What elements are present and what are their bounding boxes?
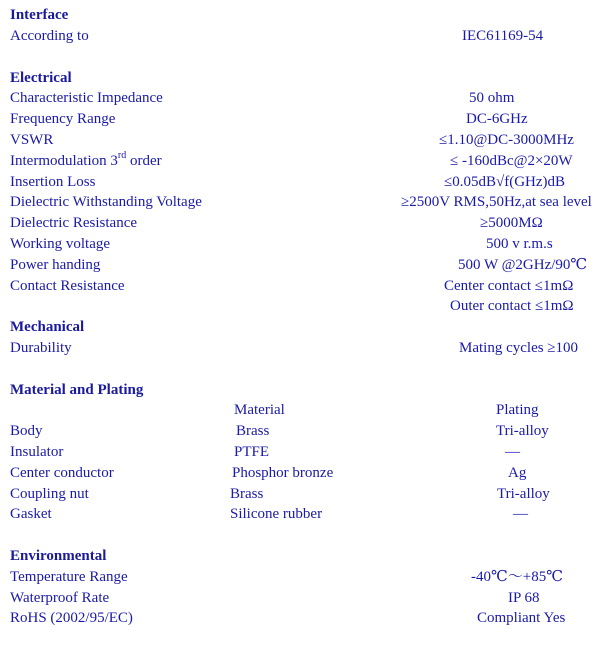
plating-value: Tri-alloy [497, 486, 550, 502]
material-column-header: Material [234, 402, 285, 418]
center-contact-value: Center contact ≤1mΩ [444, 278, 574, 294]
rohs-label: RoHS (2002/95/EC) [10, 610, 133, 626]
material-value: PTFE [234, 444, 270, 460]
frequency-label: Frequency Range [10, 111, 116, 127]
rohs-value: Compliant Yes [477, 610, 566, 626]
vswr-label: VSWR [10, 132, 54, 148]
material-value: Phosphor bronze [232, 465, 334, 481]
part-label: Center conductor [10, 465, 114, 481]
material-value: Brass [236, 423, 270, 439]
durability-value: Mating cycles ≥100 [459, 340, 579, 356]
insertion-loss-label: Insertion Loss [10, 174, 96, 190]
according-label: According to [10, 28, 89, 44]
plating-column-header: Plating [496, 402, 539, 418]
temperature-range-label: Temperature Range [10, 569, 128, 585]
outer-contact-value: Outer contact ≤1mΩ [450, 298, 574, 314]
frequency-value: DC-6GHz [466, 111, 528, 127]
plating-value: Tri-alloy [496, 423, 549, 439]
section-heading-mechanical: Mechanical [10, 319, 85, 335]
plating-value: Ag [508, 465, 527, 481]
waterproof-rate-value: IP 68 [508, 590, 540, 606]
part-label: Body [10, 423, 43, 439]
dielectric-resistance-label: Dielectric Resistance [10, 215, 138, 231]
intermodulation-label [10, 150, 162, 170]
working-voltage-value: 500 v r.m.s [486, 236, 553, 252]
impedance-label: Characteristic Impedance [10, 90, 163, 106]
insertion-loss-value: ≤0.05dB√f(GHz)dB [444, 174, 566, 190]
section-heading-electrical: Electrical [10, 70, 72, 86]
withstanding-voltage-label: Dielectric Withstanding Voltage [10, 194, 202, 210]
durability-label: Durability [10, 340, 72, 356]
vswr-value: ≤1.10@DC-3000MHz [439, 132, 574, 148]
according-value: IEC61169-54 [462, 28, 544, 44]
part-label: Coupling nut [10, 486, 89, 502]
contact-resistance-label: Contact Resistance [10, 278, 125, 294]
dielectric-resistance-value: ≥5000MΩ [480, 215, 543, 231]
plating-value: — [513, 506, 528, 522]
waterproof-rate-label: Waterproof Rate [10, 590, 110, 606]
plating-value: — [505, 444, 520, 460]
section-heading-material: Material and Plating [10, 382, 144, 398]
power-handling-label: Power handing [10, 257, 101, 273]
working-voltage-label: Working voltage [10, 236, 111, 252]
intermodulation-value: ≤ -160dBc@2×20W [450, 153, 573, 169]
section-heading-interface: Interface [10, 7, 69, 23]
intermodulation-label-sup: rd [117, 150, 127, 161]
intermodulation-label-pre: Intermodulation 3 [10, 153, 118, 169]
material-value: Brass [230, 486, 264, 502]
power-handling-value: 500 W @2GHz/90℃ [458, 257, 588, 273]
temperature-range-value: -40℃～+85℃ [471, 569, 564, 585]
impedance-value: 50 ohm [469, 90, 515, 106]
intermodulation-label-post: order [126, 153, 162, 169]
section-heading-environmental: Environmental [10, 548, 107, 564]
part-label: Gasket [10, 506, 52, 522]
part-label: Insulator [10, 444, 64, 460]
material-value: Silicone rubber [230, 506, 323, 522]
withstanding-voltage-value: ≥2500V RMS,50Hz,at sea level [401, 194, 592, 210]
